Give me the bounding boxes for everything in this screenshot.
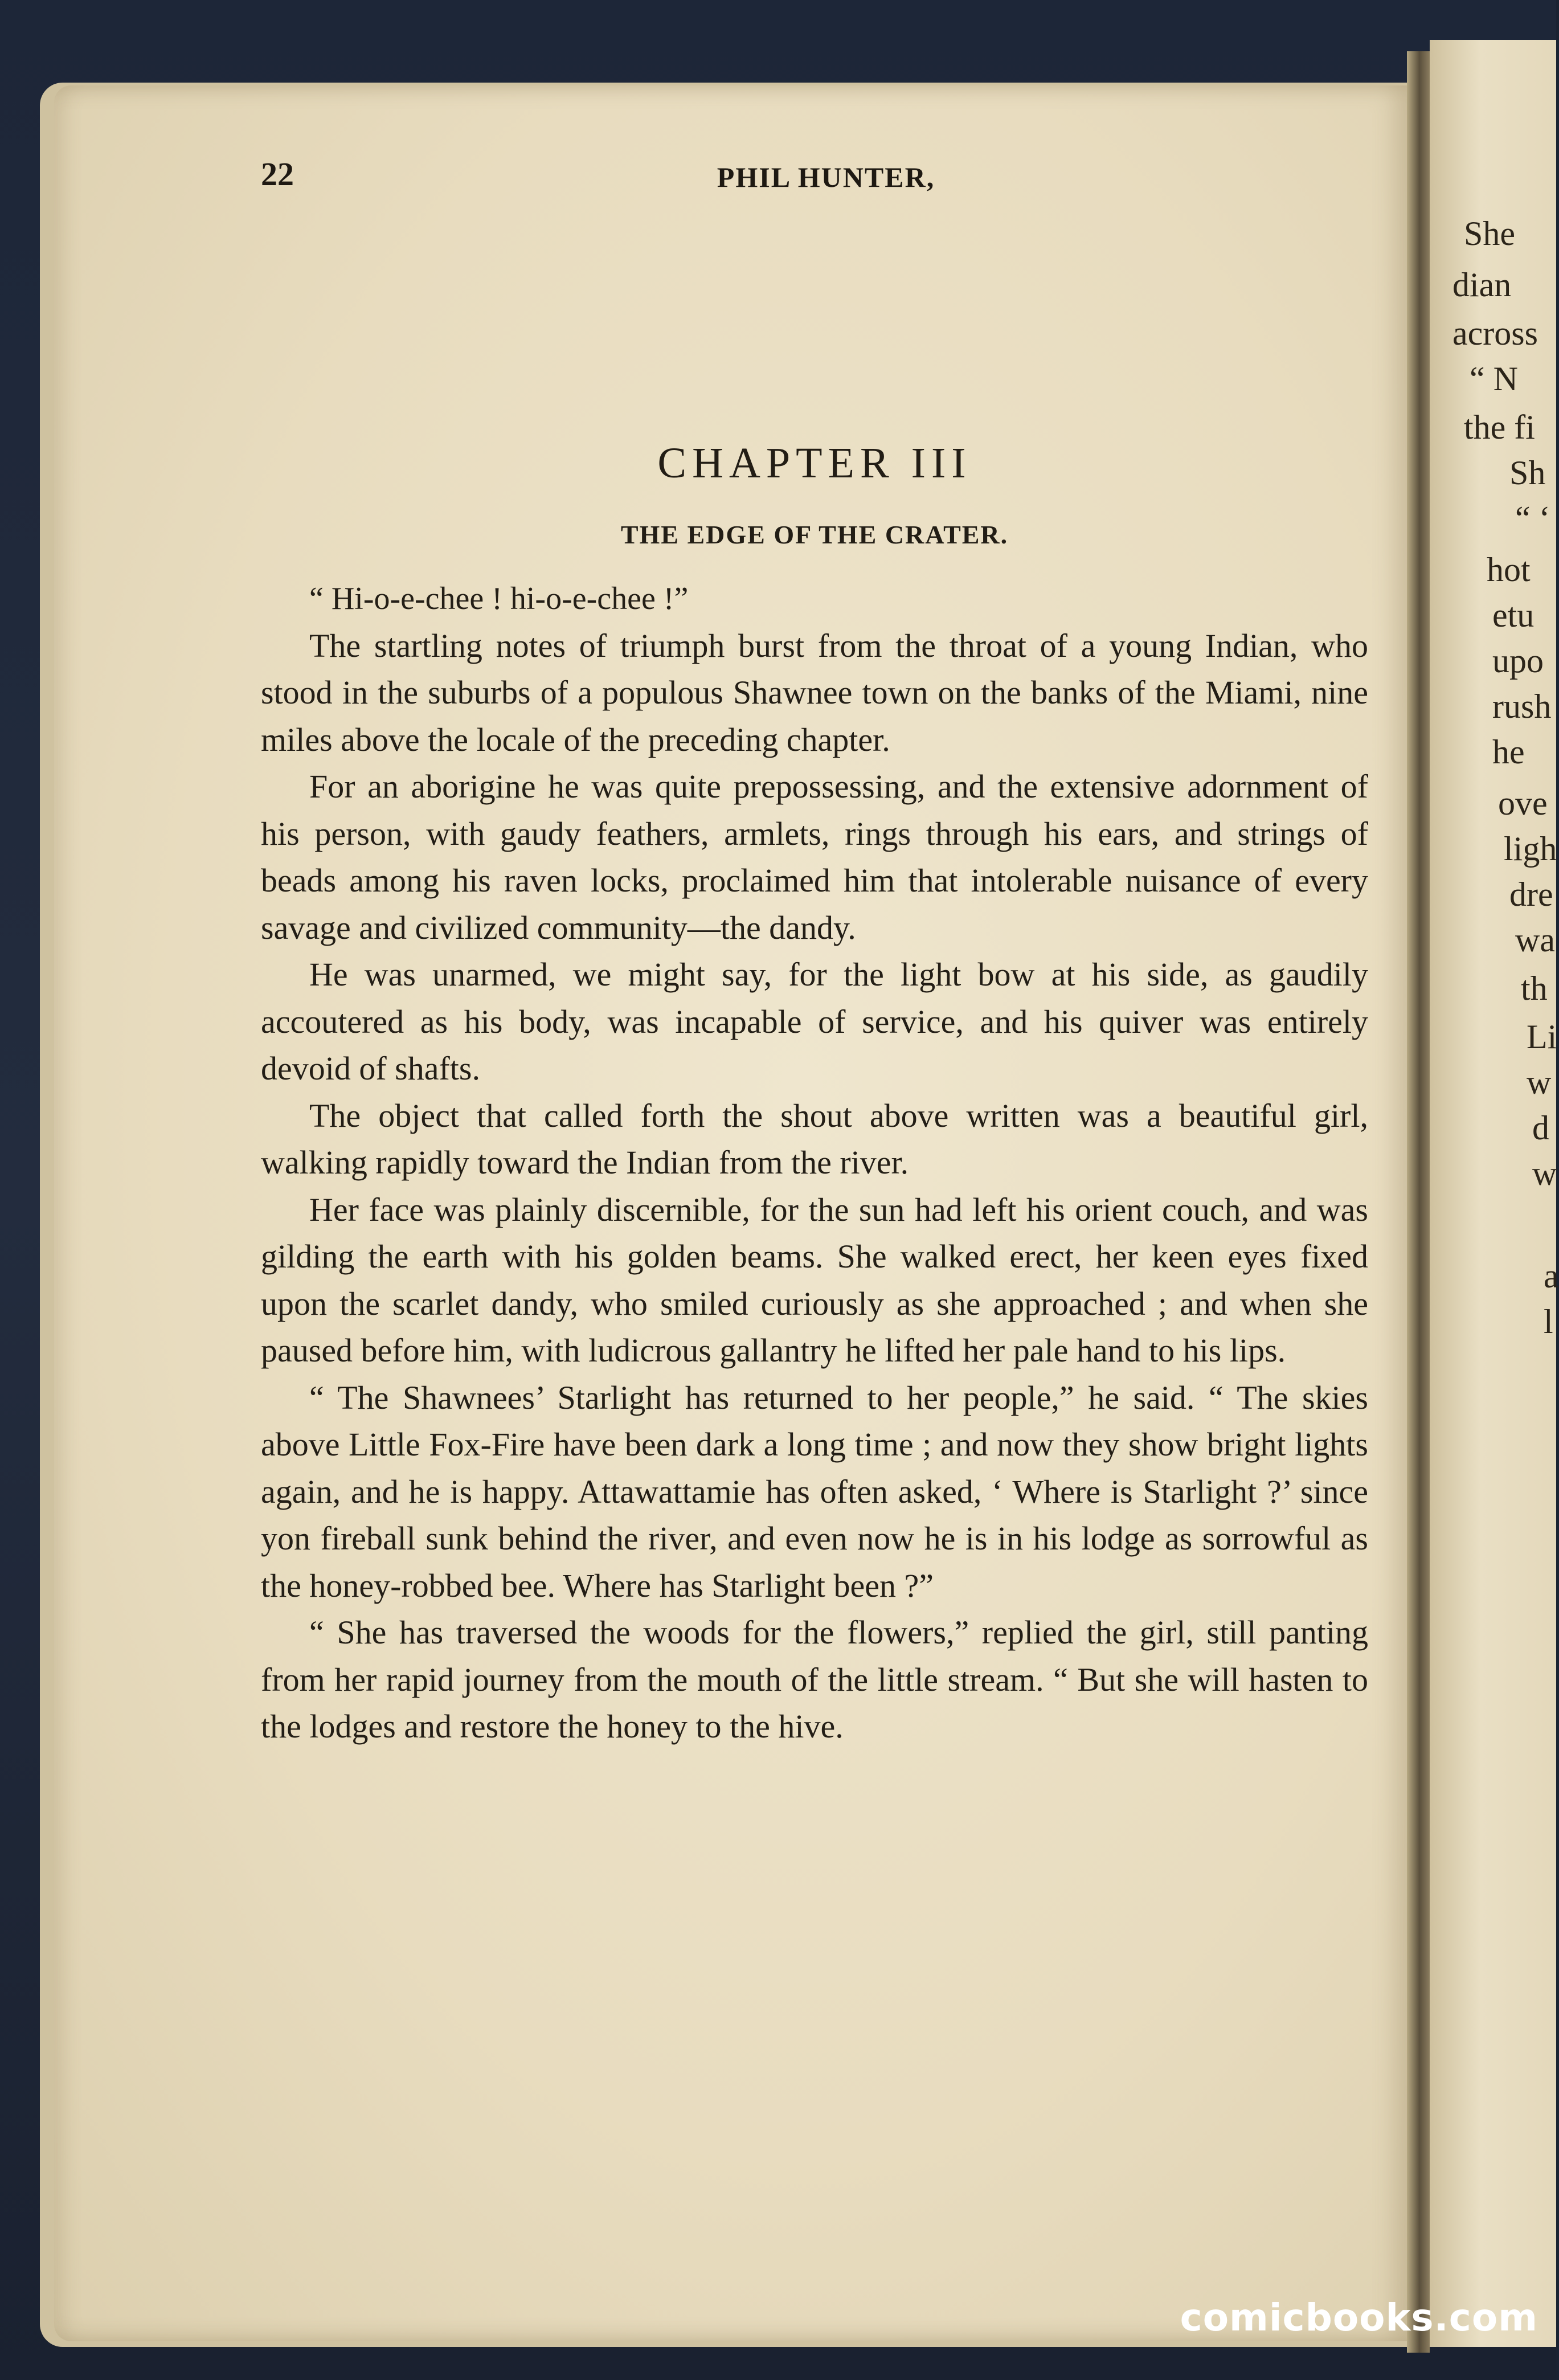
facing-page-fragment: Sh <box>1509 454 1546 492</box>
facing-page-fragment: She <box>1464 215 1515 252</box>
facing-page-fragment: hot <box>1487 551 1531 588</box>
paragraph: “ The Shawnees’ Starlight has returned to her people,” he said. “ The skies above Little Fox-Fire have been dark a long time ; and now they show bright lights again, and he is happy. Attawattamie has often asked, ‘ Where is Starlight ?’ since yon fireball sunk behind the river, and even now he is in his lodge as sorrowful as the honey-robbed bee. Where has Starlight been ?” <box>261 1379 1368 1604</box>
facing-page-fragment: upo <box>1492 642 1544 680</box>
paragraph: “ Hi-o-e-chee ! hi-o-e-chee !” <box>309 581 689 616</box>
facing-page-fragment: “ ‘ <box>1515 500 1550 537</box>
facing-page-fragment: he <box>1492 733 1525 771</box>
paragraph: “ She has traversed the woods for the flowers,” replied the girl, still panting from her rapid journey from the mouth of the little stream. “ But she will hasten to the lodges and restore the honey to the hive. <box>261 1614 1368 1745</box>
facing-page-fragment: a <box>1544 1257 1559 1295</box>
facing-page-fragment: etu <box>1492 596 1535 634</box>
paragraph: He was unarmed, we might say, for the light bow at his side, as gaudily accoutered as his body, was incapable of service, and his quiver was entirely devoid of shafts. <box>261 956 1368 1087</box>
facing-page-fragment: dian <box>1452 266 1512 304</box>
facing-page-fragment: w <box>1532 1155 1557 1192</box>
chapter-subtitle: THE EDGE OF THE CRATER. <box>620 520 1009 549</box>
paragraph: The object that called forth the shout above written was a beautiful girl, walking rapidly toward the Indian from the river. <box>261 1097 1368 1181</box>
facing-page-fragment: w <box>1527 1064 1552 1101</box>
paragraph: For an aborigine he was quite prepossessing, and the extensive adornment of his person, with gaudy feathers, armlets, rings through his ears, and strings of beads among his raven locks, proclaimed him that intolerable nuisance of every savage and civilized community—the dandy. <box>261 768 1368 946</box>
facing-page-fragment: d <box>1532 1109 1549 1147</box>
running-head: PHIL HUNTER, <box>717 161 935 193</box>
chapter-title: CHAPTER III <box>657 439 972 487</box>
facing-page-fragment: across <box>1452 314 1538 352</box>
facing-page <box>1430 40 1559 2347</box>
book-gutter <box>1407 51 1430 2353</box>
facing-page-fragment: Li <box>1527 1018 1557 1056</box>
watermark-logo: comicbooks.com <box>1180 2296 1538 2340</box>
paragraph: Her face was plainly discernible, for the sun had left his orient couch, and was gilding the earth with his golden beams. She walked erect, her keen eyes fixed upon the scarlet dandy, who smiled curiously as she approached ; and when she paused before him, with ludicrous gallantry he lifted her pale hand to his lips. <box>261 1191 1368 1369</box>
facing-page-fragment: ligh <box>1504 830 1557 868</box>
chapter-body <box>261 575 1368 1751</box>
facing-page-fragment: l <box>1544 1303 1553 1340</box>
facing-page-fragment: dre <box>1509 876 1553 913</box>
paragraph: The startling notes of triumph burst from the throat of a young Indian, who stood in the suburbs of a populous Shawnee town on the banks of the Miami, nine miles above the locale of the preceding chapter. <box>261 627 1368 758</box>
facing-page-fragment: the fi <box>1464 408 1535 446</box>
facing-page-fragment: rush <box>1492 688 1552 725</box>
page-number: 22 <box>261 156 294 193</box>
facing-page-fragment: “ N <box>1470 360 1518 398</box>
facing-page-fragment: th <box>1521 970 1548 1007</box>
facing-page-fragment: ove <box>1498 784 1548 822</box>
facing-page-fragment: wa <box>1515 921 1555 959</box>
